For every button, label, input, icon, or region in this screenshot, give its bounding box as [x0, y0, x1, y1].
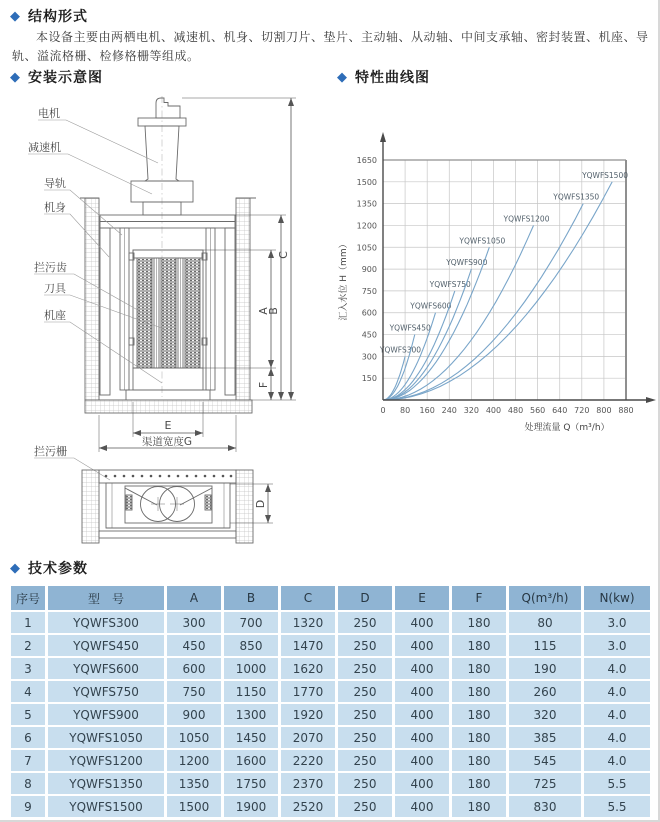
table-cell: 2370	[281, 773, 335, 794]
structure-description: 本设备主要由两栖电机、减速机、机身、切割刀片、垫片、主动轴、从动轴、中间支承轴、密封装置、机座、导轨、溢流格栅、检修格栅等组成。	[12, 30, 649, 64]
table-cell: 2220	[281, 750, 335, 771]
curve-label-YQWFS600: YQWFS600	[410, 301, 452, 311]
table-cell: 700	[224, 612, 278, 633]
dim-label-d: D	[254, 499, 267, 509]
table-cell: 400	[395, 658, 449, 679]
curve-label-YQWFS300: YQWFS300	[379, 345, 422, 355]
x-tick-label: 240	[441, 406, 457, 415]
section-installation-heading	[10, 67, 103, 87]
y-axis-arrow	[380, 132, 386, 142]
x-tick-label: 880	[618, 406, 634, 415]
chart-curves	[379, 171, 628, 400]
bolt-dots	[105, 475, 233, 478]
table-header-cell: F	[452, 586, 506, 610]
curve-label-YQWFS1350: YQWFS1350	[553, 192, 600, 202]
part-label-base: 机座	[44, 309, 66, 322]
table-cell: 4.0	[584, 727, 650, 748]
table-cell: 1600	[224, 750, 278, 771]
y-tick-label: 750	[361, 286, 377, 296]
y-tick-label: 1500	[356, 177, 377, 187]
table-cell: 385	[509, 727, 581, 748]
table-cell: 250	[338, 658, 392, 679]
table-row	[11, 704, 650, 725]
table-row	[11, 727, 650, 748]
table-cell: 8	[11, 773, 45, 794]
installation-diagram	[10, 95, 330, 563]
curve-label-YQWFS900: YQWFS900	[446, 258, 488, 268]
part-label-motor: 电机	[38, 107, 60, 120]
table-header-cell: B	[224, 586, 278, 610]
table-cell: YQWFS1350	[48, 773, 164, 794]
table-cell: 250	[338, 704, 392, 725]
table-cell: 900	[167, 704, 221, 725]
y-tick-label: 600	[361, 308, 377, 318]
table-cell: 545	[509, 750, 581, 771]
table-row	[11, 635, 650, 656]
table-cell: 1900	[224, 796, 278, 817]
table-cell: 180	[452, 635, 506, 656]
x-axis-title: 处理流量 Q（m³/h）	[524, 423, 610, 433]
curve-label-YQWFS1200: YQWFS1200	[503, 214, 550, 224]
table-cell: 250	[338, 681, 392, 702]
table-cell: 1200	[167, 750, 221, 771]
table-cell: 180	[452, 704, 506, 725]
table-header-cell: Q(m³/h)	[509, 586, 581, 610]
table-cell: 6	[11, 727, 45, 748]
table-cell: 260	[509, 681, 581, 702]
table-header-cell: N(kw)	[584, 586, 650, 610]
table-cell: YQWFS900	[48, 704, 164, 725]
table-cell: 1620	[281, 658, 335, 679]
table-cell: 1350	[167, 773, 221, 794]
y-tick-label: 1050	[356, 243, 377, 253]
x-tick-label: 320	[463, 406, 480, 415]
table-header-cell: C	[281, 586, 335, 610]
table-cell: YQWFS1200	[48, 750, 164, 771]
table-cell: 400	[395, 750, 449, 771]
table-cell: 180	[452, 773, 506, 794]
table-cell: YQWFS600	[48, 658, 164, 679]
table-cell: 400	[395, 612, 449, 633]
section-curve-heading	[337, 67, 430, 87]
table-cell: 4.0	[584, 681, 650, 702]
part-label-guide-rail: 导轨	[44, 177, 66, 190]
table-cell: 250	[338, 750, 392, 771]
part-label-cutter: 刀具	[44, 282, 66, 295]
table-cell: YQWFS300	[48, 612, 164, 633]
x-tick-label: 160	[419, 406, 435, 415]
table-cell: 5.5	[584, 773, 650, 794]
table-row	[11, 681, 650, 702]
table-cell: 80	[509, 612, 581, 633]
params-table	[8, 584, 653, 819]
table-cell: 250	[338, 796, 392, 817]
y-tick-label: 1350	[356, 199, 377, 209]
section-structure-heading	[10, 6, 88, 26]
table-cell: 3	[11, 658, 45, 679]
table-cell: YQWFS450	[48, 635, 164, 656]
table-cell: 2	[11, 635, 45, 656]
diamond-icon: ◆	[337, 69, 348, 85]
table-cell: 250	[338, 773, 392, 794]
part-label-trash-screen: 拦污栅	[34, 445, 67, 458]
diamond-icon: ◆	[10, 8, 21, 24]
dim-label-b: B	[267, 307, 280, 315]
table-cell: 5	[11, 704, 45, 725]
y-tick-label: 300	[361, 352, 377, 362]
table-cell: 5.5	[584, 796, 650, 817]
table-cell: 4	[11, 681, 45, 702]
table-cell: 250	[338, 635, 392, 656]
table-cell: 250	[338, 612, 392, 633]
table-cell: 115	[509, 635, 581, 656]
y-tick-label: 1650	[356, 156, 377, 165]
dim-label-c: C	[277, 251, 290, 259]
curve-label-YQWFS750: YQWFS750	[429, 279, 471, 289]
lifting-hook	[156, 98, 180, 118]
table-cell: 400	[395, 773, 449, 794]
section-title: 结构形式	[28, 9, 88, 25]
table-cell: 450	[167, 635, 221, 656]
section-title: 特性曲线图	[355, 70, 430, 86]
table-cell: 180	[452, 612, 506, 633]
table-cell: 7	[11, 750, 45, 771]
table-cell: 4.0	[584, 658, 650, 679]
table-header-row	[11, 586, 650, 610]
screen-plate	[99, 470, 236, 483]
table-cell: 3.0	[584, 635, 650, 656]
section-title: 安装示意图	[28, 70, 103, 86]
table-cell: 750	[167, 681, 221, 702]
table-cell: 180	[452, 727, 506, 748]
x-tick-label: 480	[507, 406, 524, 415]
table-header-cell: E	[395, 586, 449, 610]
table-cell: 1	[11, 612, 45, 633]
table-cell: YQWFS750	[48, 681, 164, 702]
table-cell: 180	[452, 750, 506, 771]
table-cell: 180	[452, 658, 506, 679]
base-shape	[133, 368, 203, 390]
x-tick-label: 400	[485, 406, 502, 415]
table-row	[11, 750, 650, 771]
table-header-cell: A	[167, 586, 221, 610]
table-cell: 2070	[281, 727, 335, 748]
table-cell: 4.0	[584, 750, 650, 771]
x-tick-label: 720	[574, 406, 590, 415]
part-label-reducer: 减速机	[28, 141, 61, 154]
table-cell: 1150	[224, 681, 278, 702]
table-cell: 1320	[281, 612, 335, 633]
table-cell: 600	[167, 658, 221, 679]
curve-label-YQWFS1050: YQWFS1050	[459, 236, 506, 246]
y-tick-label: 450	[361, 330, 377, 340]
table-row	[11, 796, 650, 817]
table-cell: 250	[338, 727, 392, 748]
x-tick-label: 640	[552, 406, 568, 415]
y-tick-label: 150	[361, 374, 377, 384]
table-cell: 190	[509, 658, 581, 679]
y-axis-title: 汇入水位 H（mm）	[339, 239, 349, 321]
table-cell: YQWFS1050	[48, 727, 164, 748]
x-tick-label: 80	[399, 406, 411, 415]
table-cell: 725	[509, 773, 581, 794]
table-cell: 180	[452, 796, 506, 817]
table-header-cell: 型 号	[48, 586, 164, 610]
table-cell: 400	[395, 704, 449, 725]
table-cell: 300	[167, 612, 221, 633]
table-cell: 1050	[167, 727, 221, 748]
part-label-trash-teeth: 拦污齿	[34, 261, 67, 274]
diamond-icon: ◆	[10, 560, 21, 576]
table-cell: 830	[509, 796, 581, 817]
table-header-cell: 序号	[11, 586, 45, 610]
x-tick-label: 0	[380, 406, 386, 415]
y-tick-label: 900	[361, 265, 377, 275]
table-cell: 1500	[167, 796, 221, 817]
dim-label-f: F	[257, 381, 270, 389]
table-header-cell: D	[338, 586, 392, 610]
table-cell: 1770	[281, 681, 335, 702]
curve-label-YQWFS1500: YQWFS1500	[582, 170, 628, 180]
table-cell: 400	[395, 681, 449, 702]
section-params-heading	[10, 558, 88, 578]
y-tick-label: 1200	[356, 221, 377, 231]
section-title: 技术参数	[28, 561, 88, 577]
plan-view	[82, 470, 253, 543]
table-cell: 2520	[281, 796, 335, 817]
table-row	[11, 773, 650, 794]
table-cell: 1000	[224, 658, 278, 679]
x-axis-arrow	[646, 397, 656, 403]
table-cell: 3.0	[584, 612, 650, 633]
table-row	[11, 658, 650, 679]
dim-label-channel-width: 渠道宽度G	[141, 436, 193, 448]
part-label-body: 机身	[44, 201, 66, 214]
table-cell: 4.0	[584, 704, 650, 725]
x-tick-label: 560	[529, 406, 546, 415]
dim-label-a: A	[257, 307, 270, 315]
table-cell: 1300	[224, 704, 278, 725]
curve-label-YQWFS450: YQWFS450	[389, 323, 431, 333]
table-cell: 850	[224, 635, 278, 656]
table-cell: 9	[11, 796, 45, 817]
table-cell: 400	[395, 635, 449, 656]
x-tick-label: 800	[596, 406, 612, 415]
table-cell: 1920	[281, 704, 335, 725]
table-cell: 400	[395, 727, 449, 748]
table-cell: 1750	[224, 773, 278, 794]
table-row	[11, 612, 650, 633]
dim-label-e: E	[164, 419, 172, 432]
table-cell: 1470	[281, 635, 335, 656]
table-cell: 320	[509, 704, 581, 725]
table-cell: YQWFS1500	[48, 796, 164, 817]
table-cell: 400	[395, 796, 449, 817]
cutter-stacks	[137, 258, 200, 368]
characteristic-curve-chart	[330, 100, 660, 445]
table-cell: 180	[452, 681, 506, 702]
diamond-icon: ◆	[10, 69, 21, 85]
table-cell: 1450	[224, 727, 278, 748]
